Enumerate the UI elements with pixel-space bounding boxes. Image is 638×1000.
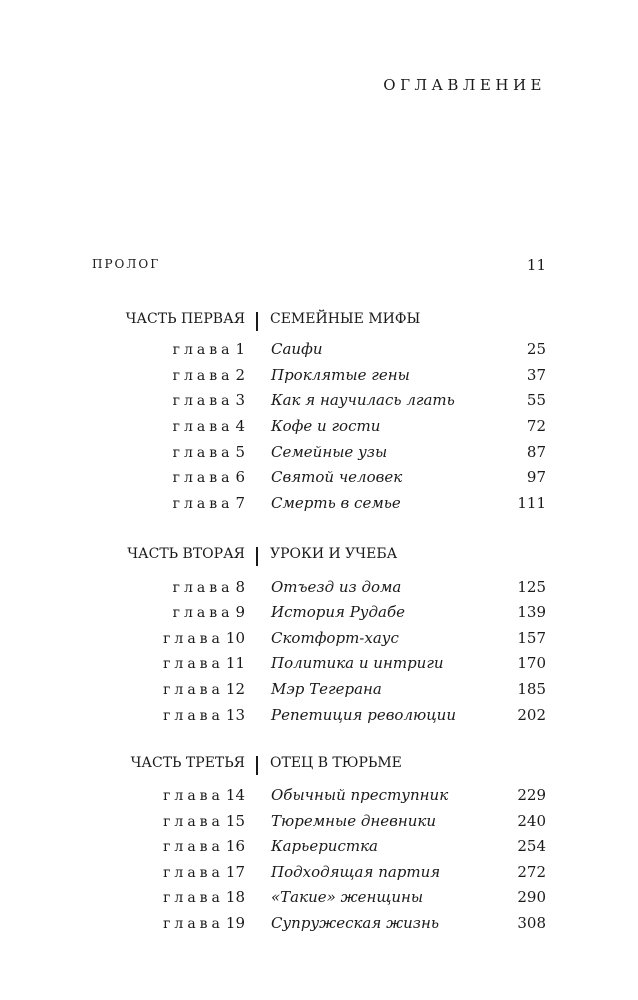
chapter-number: 2: [235, 366, 245, 384]
chapter-title: Как я научилась лгать: [271, 391, 455, 409]
toc-entry[interactable]: [0, 468, 638, 492]
chapter-title: Отъезд из дома: [271, 578, 402, 596]
part-heading: [0, 546, 638, 570]
toc-entry[interactable]: [0, 391, 638, 415]
chapter-page-number: 254: [517, 837, 546, 855]
chapter-title: Семейные узы: [271, 443, 388, 461]
toc-entry[interactable]: [0, 812, 638, 836]
toc-entry[interactable]: [0, 914, 638, 938]
chapter-word: глава: [163, 631, 224, 647]
chapter-word: глава: [172, 393, 234, 409]
toc-entry[interactable]: [0, 366, 638, 390]
chapter-number: 8: [235, 578, 245, 596]
chapter-label: [173, 417, 245, 435]
chapter-number: 13: [225, 706, 245, 724]
part-separator: [256, 312, 258, 331]
chapter-word: глава: [163, 682, 224, 698]
toc-entry[interactable]: [0, 888, 638, 912]
chapter-number: 12: [225, 680, 245, 698]
chapter-word: глава: [172, 368, 234, 384]
chapter-page-number: 185: [517, 680, 546, 698]
chapter-number: 4: [235, 417, 245, 435]
chapter-number: 1: [235, 340, 245, 358]
chapter-title: Обычный преступник: [271, 786, 449, 804]
toc-entry[interactable]: [0, 443, 638, 467]
chapter-page-number: 229: [517, 786, 546, 804]
chapter-number: 19: [225, 914, 245, 932]
chapter-word: глава: [163, 814, 224, 830]
part-label: ЧАСТЬ ТРЕТЬЯ: [130, 755, 245, 771]
toc-entry[interactable]: [0, 786, 638, 810]
chapter-page-number: 202: [517, 706, 546, 724]
chapter-number: 7: [235, 494, 245, 512]
chapter-title: Святой человек: [271, 468, 403, 486]
chapter-page-number: 308: [517, 914, 546, 932]
chapter-title: Мэр Тегерана: [271, 680, 382, 698]
part-heading: [0, 311, 638, 335]
chapter-label: [173, 366, 245, 384]
chapter-page-number: 72: [526, 417, 546, 435]
chapter-title: Карьеристка: [271, 837, 378, 855]
chapter-title: Смерть в семье: [271, 494, 401, 512]
toc-entry[interactable]: [0, 629, 638, 653]
toc-entry[interactable]: [0, 578, 638, 602]
chapter-page-number: 87: [526, 443, 546, 461]
chapter-page-number: 290: [517, 888, 546, 906]
toc-entry[interactable]: [0, 837, 638, 861]
chapter-number: 6: [235, 468, 245, 486]
chapter-label: [163, 888, 245, 906]
chapter-label: [163, 629, 245, 647]
chapter-word: глава: [163, 656, 224, 672]
toc-entry[interactable]: [0, 706, 638, 730]
toc-entry[interactable]: [0, 654, 638, 678]
chapter-label: [163, 914, 245, 932]
chapter-title: «Такие» женщины: [271, 888, 424, 906]
chapter-page-number: 125: [517, 578, 546, 596]
chapter-page-number: 272: [517, 863, 546, 881]
chapter-title: Саифи: [271, 340, 323, 358]
part-label: ЧАСТЬ ПЕРВАЯ: [125, 311, 245, 327]
chapter-word: глава: [172, 580, 234, 596]
chapter-label: [173, 340, 245, 358]
chapter-label: [163, 680, 245, 698]
toc-entry[interactable]: [0, 680, 638, 704]
chapter-page-number: 170: [517, 654, 546, 672]
chapter-label: [163, 786, 245, 804]
chapter-word: глава: [163, 890, 224, 906]
chapter-title: Подходящая партия: [271, 863, 441, 881]
chapter-number: 14: [225, 786, 245, 804]
chapter-word: глава: [172, 605, 234, 621]
chapter-word: глава: [172, 342, 234, 358]
chapter-label: [163, 863, 245, 881]
chapter-label: [173, 603, 245, 621]
chapter-number: 3: [235, 391, 245, 409]
part-heading: [0, 755, 638, 779]
chapter-label: [163, 837, 245, 855]
chapter-number: 18: [225, 888, 245, 906]
chapter-title: Политика и интриги: [271, 654, 444, 672]
chapter-title: Тюремные дневники: [271, 812, 437, 830]
chapter-word: глава: [163, 916, 224, 932]
chapter-word: глава: [163, 788, 224, 804]
toc-entry[interactable]: [0, 603, 638, 627]
chapter-page-number: 55: [526, 391, 546, 409]
chapter-number: 11: [225, 654, 245, 672]
chapter-title: Проклятые гены: [271, 366, 410, 384]
page-title: ОГЛАВЛЕНИЕ: [383, 76, 546, 94]
chapter-word: глава: [172, 470, 234, 486]
prologue-page-number: 11: [526, 256, 546, 274]
toc-entry[interactable]: [0, 863, 638, 887]
toc-entry[interactable]: [0, 340, 638, 364]
chapter-title: Скотфорт-хаус: [271, 629, 399, 647]
chapter-title: Супружеская жизнь: [271, 914, 440, 932]
chapter-word: глава: [163, 865, 224, 881]
chapter-page-number: 139: [517, 603, 546, 621]
part-separator: [256, 756, 258, 775]
chapter-page-number: 157: [517, 629, 546, 647]
part-title: СЕМЕЙНЫЕ МИФЫ: [270, 311, 421, 327]
chapter-label: [173, 468, 245, 486]
chapter-page-number: 111: [517, 494, 546, 512]
chapter-title: Кофе и гости: [271, 417, 381, 435]
chapter-number: 5: [235, 443, 245, 461]
chapter-label: [173, 443, 245, 461]
chapter-label: [163, 812, 245, 830]
chapter-page-number: 37: [526, 366, 546, 384]
chapter-number: 17: [225, 863, 245, 881]
chapter-word: глава: [172, 445, 234, 461]
chapter-page-number: 97: [526, 468, 546, 486]
chapter-label: [173, 391, 245, 409]
chapter-number: 10: [225, 629, 245, 647]
chapter-word: глава: [163, 839, 224, 855]
part-title: ОТЕЦ В ТЮРЬМЕ: [270, 755, 402, 771]
chapter-word: глава: [172, 419, 234, 435]
chapter-number: 9: [235, 603, 245, 621]
chapter-label: [163, 706, 245, 724]
part-separator: [256, 547, 258, 566]
chapter-page-number: 240: [517, 812, 546, 830]
chapter-label: [173, 578, 245, 596]
chapter-title: История Рудабе: [271, 603, 405, 621]
chapter-title: Репетиция революции: [271, 706, 457, 724]
part-title: УРОКИ И УЧЕБА: [270, 546, 398, 562]
chapter-label: [163, 654, 245, 672]
chapter-number: 15: [225, 812, 245, 830]
part-label: ЧАСТЬ ВТОРАЯ: [127, 546, 245, 562]
prologue-label[interactable]: ПРОЛОГ: [92, 257, 161, 271]
chapter-word: глава: [163, 708, 224, 724]
chapter-number: 16: [225, 837, 245, 855]
chapter-label: [173, 494, 245, 512]
chapter-page-number: 25: [526, 340, 546, 358]
toc-entry[interactable]: [0, 417, 638, 441]
toc-entry[interactable]: [0, 494, 638, 518]
chapter-word: глава: [172, 496, 234, 512]
